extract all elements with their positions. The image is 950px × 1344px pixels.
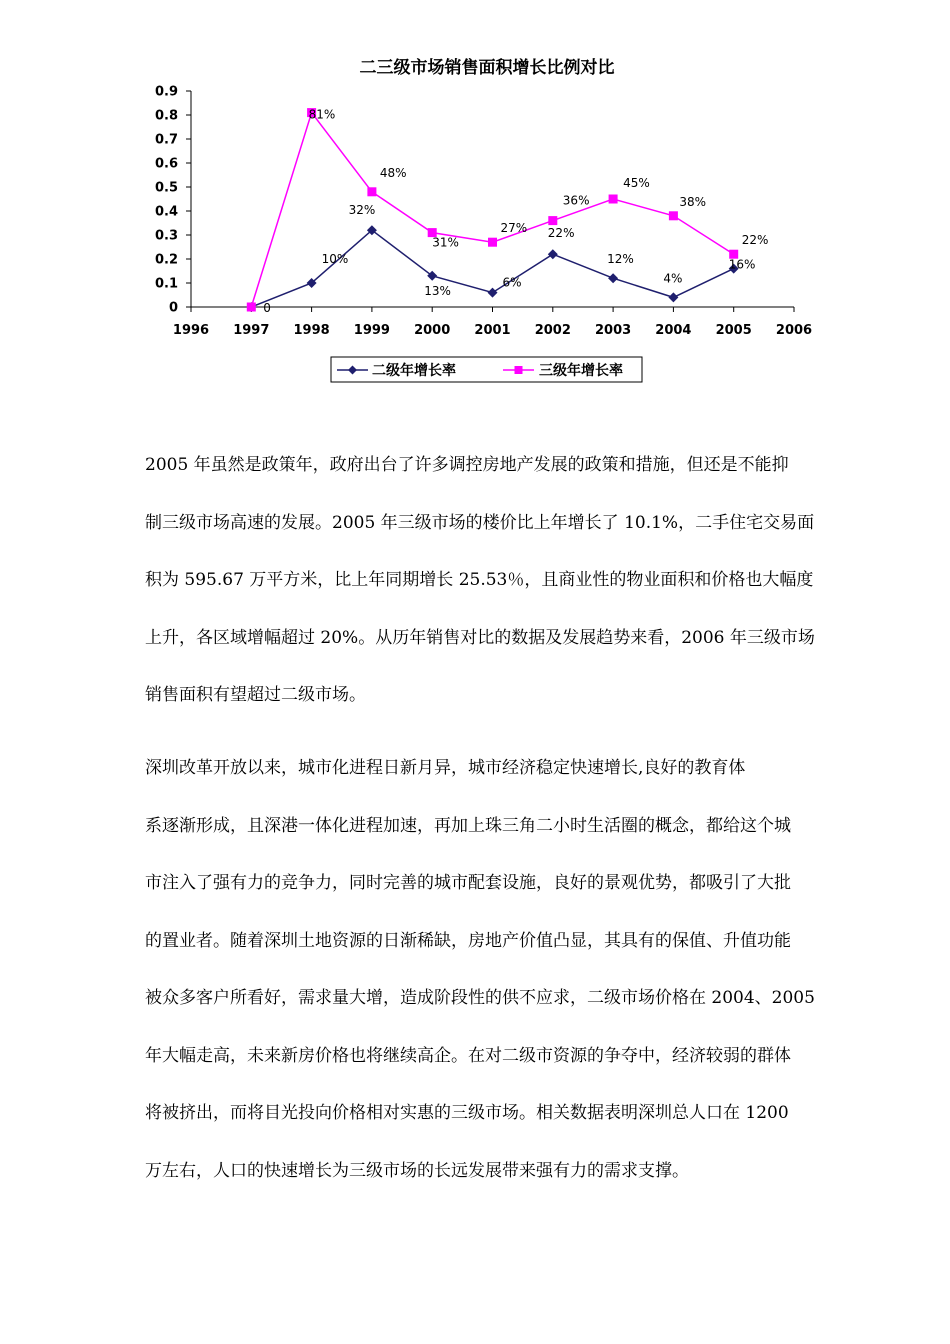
x-tick-label: 2006 xyxy=(775,323,813,338)
x-tick-label: 1998 xyxy=(293,323,330,338)
legend-marker-square-icon xyxy=(515,366,523,374)
chart-title: 二三级市场销售面积增长比例对比 xyxy=(359,58,615,78)
data-label: 16% xyxy=(728,257,756,272)
text-line: 系逐渐形成，且深港一体化进程加速，再加上珠三角二小时生活圈的概念，都给这个城 xyxy=(145,815,791,836)
y-tick-label: 0.4 xyxy=(154,204,178,220)
x-tick-label: 2002 xyxy=(534,323,571,338)
series-line-2 xyxy=(251,113,733,307)
legend-label-tertiary: 三级年增长率 xyxy=(539,363,623,379)
data-label: 10% xyxy=(321,252,349,266)
text-line: 万左右，人口的快速增长为三级市场的长远发展带来强有力的需求支撑。 xyxy=(145,1160,689,1181)
body-paragraph-1 xyxy=(145,437,880,725)
legend-label-secondary: 二级年增长率 xyxy=(372,363,456,379)
text-line: 被众多客户所看好，需求量大增，造成阶段性的供不应求，二级市场价格在 2004、2005 xyxy=(145,988,815,1008)
text-line: 将被挤出，而将目光投向价格相对实惠的三级市场。相关数据表明深圳总人口在 1200 xyxy=(145,1103,789,1123)
data-label: 0 xyxy=(263,301,271,315)
x-tick-label: 2001 xyxy=(474,323,511,338)
text-line: 的置业者。随着深圳土地资源的日渐稀缺，房地产价值凸显，其具有的保值、升值功能 xyxy=(145,930,791,951)
y-tick-label: 0.7 xyxy=(154,132,178,148)
data-label: 36% xyxy=(562,193,590,208)
data-point-diamond xyxy=(668,292,678,302)
data-label: 22% xyxy=(741,233,769,248)
y-tick-label: 0.1 xyxy=(154,276,178,292)
data-label: 38% xyxy=(679,194,707,209)
data-label: 81% xyxy=(308,107,336,122)
x-tick-label: 2004 xyxy=(655,323,692,338)
data-point-diamond xyxy=(488,288,498,298)
x-tick-label: 1999 xyxy=(353,323,390,338)
text-line: 积为 595.67 万平方米，比上年同期增长 25.53％，且商业性的物业面积和价格也大幅度 xyxy=(145,570,814,590)
data-point-square xyxy=(669,211,678,220)
chart-data-labels xyxy=(263,108,768,315)
y-tick-label: 0.6 xyxy=(154,156,178,172)
y-tick-label: 0 xyxy=(168,300,178,316)
data-point-diamond xyxy=(548,249,558,259)
data-point-square xyxy=(247,303,256,312)
y-tick-label: 0.5 xyxy=(154,180,178,196)
data-label: 45% xyxy=(623,176,650,190)
data-point-diamond xyxy=(608,273,618,283)
data-label: 22% xyxy=(547,226,575,241)
text-line: 2005 年虽然是政策年，政府出台了许多调控房地产发展的政策和措施，但还是不能抑 xyxy=(145,455,789,475)
y-tick-label: 0.9 xyxy=(154,84,178,100)
data-point-square xyxy=(548,216,557,225)
y-tick-label: 0.3 xyxy=(154,228,178,244)
y-tick-label: 0.8 xyxy=(154,108,178,124)
x-tick-label: 1997 xyxy=(233,323,270,338)
text-line: 上升，各区域增幅超过 20%。从历年销售对比的数据及发展趋势来看，2006 年三级市场 xyxy=(145,627,815,648)
body-paragraph-2 xyxy=(145,740,880,1200)
data-label: 31% xyxy=(432,235,459,250)
growth-comparison-chart xyxy=(0,0,950,420)
x-tick-label: 2000 xyxy=(414,323,451,338)
chart-legend xyxy=(331,357,642,382)
data-label: 4% xyxy=(663,271,683,286)
data-label: 12% xyxy=(607,252,634,267)
x-tick-label: 2005 xyxy=(715,323,752,338)
data-point-square xyxy=(609,195,618,204)
text-line: 市注入了强有力的竞争力，同时完善的城市配套设施，良好的景观优势，都吸引了大批 xyxy=(145,873,791,893)
data-label: 27% xyxy=(500,221,528,236)
data-label: 32% xyxy=(348,203,376,218)
x-tick-label: 2003 xyxy=(595,323,632,338)
data-point-square xyxy=(488,238,497,247)
text-line: 制三级市场高速的发展。2005 年三级市场的楼价比上年增长了 10.1%，二手住宅交易面 xyxy=(145,512,815,533)
data-label: 48% xyxy=(379,165,407,180)
x-tick-label: 1996 xyxy=(172,323,210,338)
data-label: 6% xyxy=(502,275,522,290)
text-line: 深圳改革开放以来，城市化进程日新月异，城市经济稳定快速增长,良好的教育体 xyxy=(145,758,746,778)
text-line: 年大幅走高，未来新房价格也将继续高企。在对二级市资源的争夺中，经济较弱的群体 xyxy=(145,1045,791,1066)
data-point-square xyxy=(367,187,376,196)
text-line: 销售面积有望超过二级市场。 xyxy=(145,685,366,705)
y-tick-label: 0.2 xyxy=(154,252,178,268)
data-label: 13% xyxy=(424,283,451,298)
